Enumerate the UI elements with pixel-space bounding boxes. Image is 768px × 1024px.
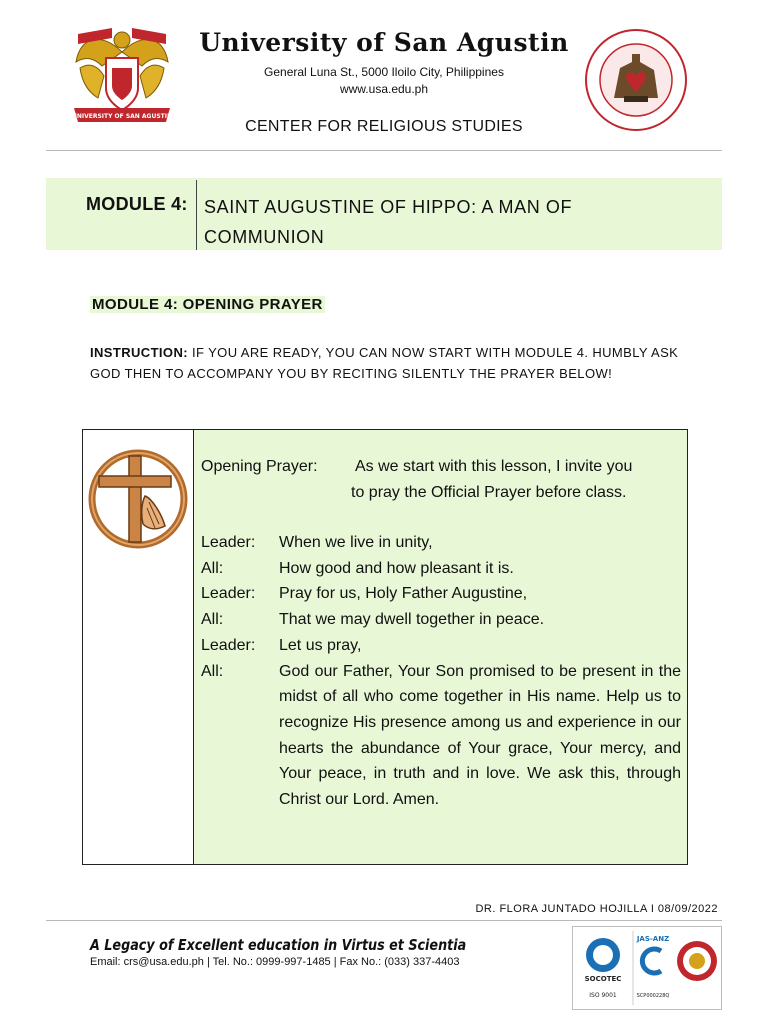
cert-jasanz: JAS-ANZ xyxy=(636,935,670,943)
instruction-text: IF YOU ARE READY, YOU CAN NOW START WITH MODULE 4. HUMBLY ASK GOD THEN TO ACCOMPANY YOU BY RECITING SILENTLY THE PRAYER BELOW! xyxy=(90,345,679,381)
response: How good and how pleasant it is. xyxy=(279,559,514,577)
university-name: University of San Agustin xyxy=(199,28,569,57)
cross-praying-hands-icon xyxy=(85,446,191,552)
module-divider xyxy=(196,180,197,250)
section-heading: MODULE 4: OPENING PRAYER xyxy=(92,296,323,313)
response: That we may dwell together in peace. xyxy=(279,611,545,629)
speaker: Leader: xyxy=(201,534,256,551)
prayer-line xyxy=(201,530,681,556)
spacer xyxy=(201,505,681,530)
university-website[interactable]: www.usa.edu.ph xyxy=(339,82,429,96)
author-signature: DR. FLORA JUNTADO HOJILLA I 08/09/2022 xyxy=(475,903,718,915)
prayer-text xyxy=(201,454,681,813)
opening-prayer-label: Opening Prayer: xyxy=(201,458,318,475)
opening-prayer-line2: to pray the Official Prayer before class. xyxy=(351,483,627,501)
opening-prayer xyxy=(201,454,681,505)
response: When we live in unity, xyxy=(279,534,433,551)
header-divider xyxy=(46,150,722,151)
response: Pray for us, Holy Father Augustine, xyxy=(279,585,528,603)
certification-badges xyxy=(572,926,722,1010)
speaker: Leader: xyxy=(201,636,256,654)
speaker: All: xyxy=(201,611,224,629)
module-title: SAINT AUGUSTINE OF HIPPO: A MAN OF COMMUNION xyxy=(204,197,573,247)
prayer-icon-cell xyxy=(83,430,194,864)
prayer-line xyxy=(201,581,681,607)
legacy-tagline: A Legacy of Excellent education in Virtus et Scientia xyxy=(90,936,467,954)
svg-text:UNIVERSITY OF SAN AGUSTIN: UNIVERSITY OF SAN AGUSTIN xyxy=(72,113,172,120)
prayer-line xyxy=(201,607,681,633)
speaker: Leader: xyxy=(201,585,256,603)
cert-socotec: SOCOTEC xyxy=(584,975,622,983)
cert-iso: ISO 9001 xyxy=(589,992,617,999)
center-title: CENTER FOR RELIGIOUS STUDIES xyxy=(245,118,523,135)
footer-divider xyxy=(46,920,722,921)
instruction xyxy=(90,342,690,384)
prayer-box xyxy=(82,429,688,865)
cert-code: SCP000228Q xyxy=(636,993,670,999)
university-address: General Luna St., 5000 Iloilo City, Philippines xyxy=(264,65,504,79)
speaker: All: xyxy=(201,559,224,577)
prayer-line xyxy=(201,659,681,813)
speaker: All: xyxy=(201,662,224,680)
prayer-line xyxy=(201,633,681,659)
prayer-line xyxy=(201,556,681,582)
response: God our Father, Your Son promised to be present in the midst of all who come together in His name. Help us to recognize His presence among us and experience in our hearts the abundance of Your grace, Your mercy, and Your peace, in truth and in love. We ask this, through Christ our Lord. Amen. xyxy=(279,662,681,809)
module-banner xyxy=(46,178,722,250)
response: Let us pray, xyxy=(279,636,362,654)
opening-prayer-line1: As we start with this lesson, I invite you xyxy=(355,458,633,475)
instruction-label: INSTRUCTION: xyxy=(90,345,188,360)
module-label: MODULE 4: xyxy=(86,194,188,214)
contact-info: Email: crs@usa.edu.ph | Tel. No.: 0999-997-1485 | Fax No.: (033) 337-4403 xyxy=(90,956,460,968)
religious-studies-seal-logo xyxy=(584,28,688,132)
